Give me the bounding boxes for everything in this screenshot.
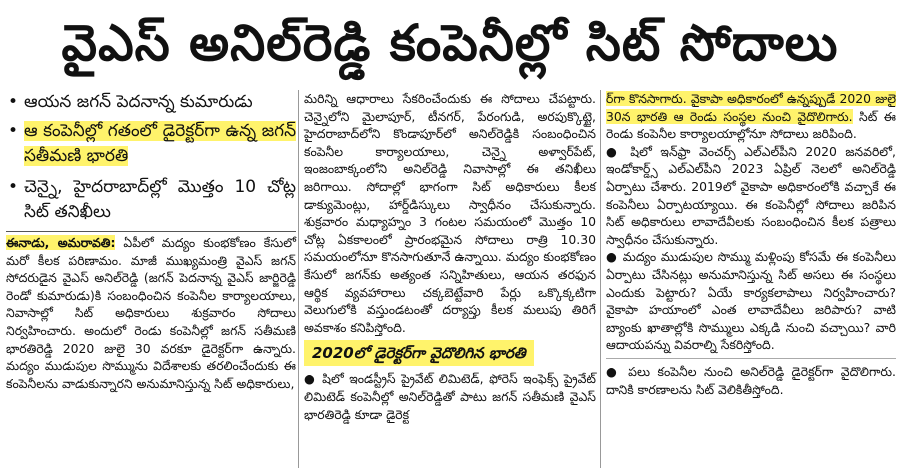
body-paragraph	[606, 248, 896, 354]
bullet-2	[6, 119, 296, 169]
body-text: సిట్ ఈ రెండు కంపెనీల కార్యాలయాల్లోనూ సోదాలు జరిపింది.	[606, 108, 896, 142]
paragraph-bullet-icon: ●	[606, 143, 631, 159]
subheading: 2020లో డైరెక్టర్‌గా వైదొలిగిన భారతి	[304, 340, 534, 366]
article-start	[6, 231, 296, 392]
bullet-dot-icon: •	[8, 92, 19, 112]
bullet-dot-icon: •	[8, 177, 19, 197]
body-text: మద్యం ముడుపుల సొమ్ము మళ్లింపు కోసమే ఈ కంపెనీలు ఏర్పాటు చేసినట్లు అనుమానిస్తున్న సిట్ అసలు ఈ సంస్థలు ఎందుకు పెట్టారు? ఏయే కార్యకలాపాలు నిర్వహించారు? వైకాపా హయాంలో ఎంత లావాదేవీలు జరిపారు? వాటి బ్యాంకు ఖాతాల్లోకి సొమ్ములు ఎక్కడి నుంచి వచ్చాయి? వారి ఆదాయపన్ను వివరాల్ని సేకరిస్తోంది.	[606, 249, 896, 353]
body-paragraph	[606, 363, 896, 398]
body-paragraph	[304, 370, 596, 423]
bullet-text: చెన్నై, హైదరాబాద్‌ల్లో మొత్తం 10 చోట్ల సిట్ తనిఖీలు	[24, 177, 296, 222]
body-text: పలు కంపెనీల నుంచి అనిల్‌రెడ్డి డైరెక్టర్‌గా వైదొలిగారు. దానికి కారణాలను సిట్ వెలికితీస్తోంది.	[606, 363, 896, 397]
column-divider	[298, 90, 299, 468]
lead-paragraph	[6, 234, 296, 392]
lead-text: ఏపీలో మద్యం కుంభకోణం కేసులో మరో కీలక పరిణామం. మాజీ ముఖ్యమంత్రి వైఎస్ జగన్ సోదరుడైన వైఎస్ అనిల్‌రెడ్డి (జగన్ పెదనాన్న వైఎస్ జార్జిరెడ్డి రెండో కుమారుడు)కి సంబంధించిన కంపెనీల కార్యాలయాలు, నివాసాల్లో సిట్ అధికారులు శుక్రవారం సోదాలు నిర్వహించారు. అందులో రెండు కంపెనీల్లో జగన్ సతీమణి భారతిరెడ్డి 2020 జులై 30 వరకూ డైరెక్టర్‌గా ఉన్నారు. మద్యం ముడుపుల సొమ్మును విదేశాలకు తరలించేందుకు ఈ కంపెనీలను వాడుకున్నారని అనుమానిస్తున్న సిట్ అధికారులు,	[6, 235, 296, 391]
column-2	[304, 90, 596, 423]
column-divider	[600, 90, 601, 468]
dateline: ఈనాడు, అమరావతి:	[6, 235, 116, 250]
separator	[606, 358, 896, 359]
body-paragraph	[606, 90, 896, 143]
paragraph-bullet-icon: ●	[606, 249, 623, 265]
paragraph-bullet-icon: ●	[304, 371, 323, 387]
bullet-text: ఆయన జగన్ పెదనాన్న కుమారుడు	[24, 92, 253, 112]
bullet-3	[6, 175, 296, 225]
bullet-1	[6, 90, 296, 115]
body-paragraph	[606, 143, 896, 249]
paragraph-bullet-icon: ●	[606, 363, 629, 379]
body-text: షిలో ఇండస్ట్రీస్ ప్రైవేట్ లిమిటెడ్, ఫోరెస్ ఇంఫెక్స్ ప్రైవేట్ లిమిటెడ్ కంపెనీల్లో అనిల్‌రెడ్డితో పాటు జగన్ సతీమణి వైఎస్ భారతిరెడ్డి కూడా డైరెక్ట	[304, 371, 596, 422]
bullet-text: ఆ కంపెనీల్లో గతంలో డైరెక్టర్‌గా ఉన్న జగన్ సతీమణి భారతి	[24, 121, 296, 166]
body-text: షిలో ఇన్‌ఫ్రా వెంచర్స్ ఎల్‌ఎల్‌పీని 2020 జనవరిలో, ఇండోకార్డ్స్ ఎల్‌ఎల్‌పీని 2023 ఏప్రిల్ నెలలో అనిల్‌రెడ్డి ఏర్పాటు చేశారు. 2019లో వైకాపా అధికారంలోకి వచ్చాకే ఈ కంపెనీలు ఏర్పాటయ్యాయి. ఈ కంపెనీల్లో సోదాలు జరిపిన సిట్ అధికారులు లావాదేవీలకు సంబంధించిన కీలక పత్రాలు స్వాధీనం చేసుకున్నారు.	[606, 143, 896, 247]
headline: వైఎస్ అనిల్‌రెడ్డి కంపెనీల్లో సిట్ సోదాలు	[61, 14, 839, 72]
column-1	[6, 90, 296, 392]
highlighted-text: ర్‌గా కొనసాగారు. వైకాపా అధికారంలో ఉన్నప్పుడే 2020 జులై 30న భారతి ఆ రెండు సంస్థల నుంచి వైదొలిగారు.	[606, 91, 896, 124]
body-paragraph: మరిన్ని ఆధారాలు సేకరించేందుకు ఈ సోదాలు చేపట్టారు. చెన్నైలోని మైలాపూర్, టీనగర్, పేరంగుడి, అరపుక్కొట్టై, హైదరాబాద్‌లోని కొండాపూర్‌లో అనిల్‌రెడ్డికి సంబంధించిన కంపెనీల కార్యాలయాలు, చెన్నై అళ్వార్‌పేట్, ఇంజంబాక్కంలోని అనిల్‌రెడ్డి నివాసాల్లో ఈ తనిఖీలు జరిగాయి. సోదాల్లో భాగంగా సిట్ అధికారులు కీలక డాక్యుమెంట్లు, హార్డ్‌డిస్కులు స్వాధీనం చేసుకున్నారు. శుక్రవారం మధ్యాహ్నం 3 గంటల సమయంలో మొత్తం 10 చోట్ల ఏకకాలంలో ప్రారంభమైన సోదాలు రాత్రి 10.30 సమయంలోనూ కొనసాగుతూనే ఉన్నాయి. మద్యం కుంభకోణం కేసులో జగన్‌కు అత్యంత సన్నిహితులు, ఆయన తరఫున ఆర్థిక వ్యవహారాలు చక్కబెట్టేవారి పేర్లు ఒక్కొక్కటిగా వెలుగులోకి వస్తుండటంతో దర్యాప్తు కీలక మలుపు తిరిగే అవకాశం కనిపిస్తోంది.	[304, 91, 596, 335]
column-3	[606, 90, 896, 398]
bullet-dot-icon: •	[8, 121, 19, 141]
